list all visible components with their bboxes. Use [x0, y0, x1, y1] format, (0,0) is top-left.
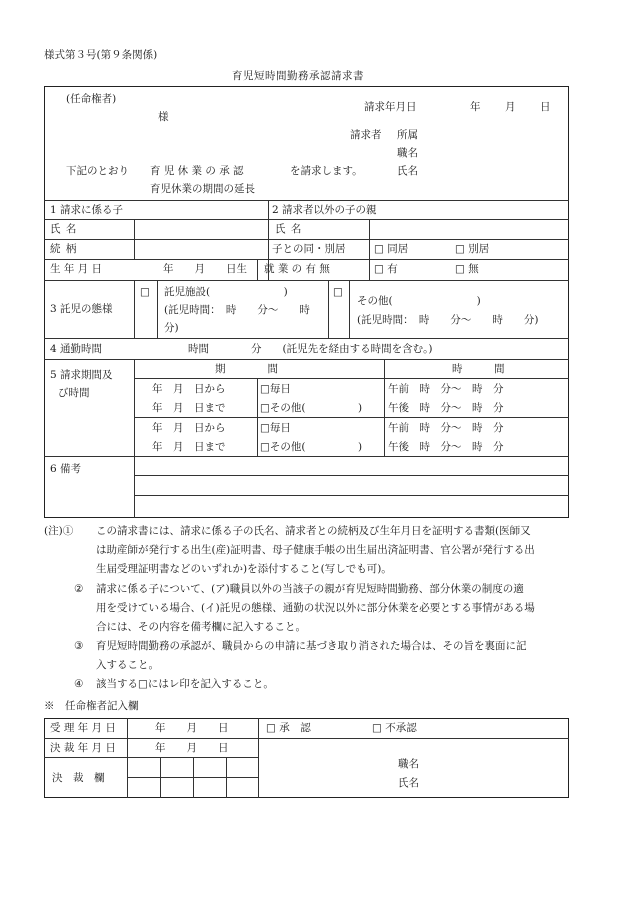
sec1-title: 1 請求に係る子	[50, 204, 124, 216]
row2-date[interactable]: 年 月 日まで	[152, 402, 226, 414]
note4-mark: ④	[74, 678, 84, 690]
reject-checkbox[interactable]: □ 不承認	[372, 722, 417, 734]
row4-opt[interactable]: □その他( )	[260, 441, 363, 453]
sec4-title: 4 通勤時間	[50, 343, 103, 355]
statement-prefix: 下記のとおり	[66, 165, 129, 177]
other-label: その他( )	[357, 295, 481, 307]
note3-mark: ③	[74, 640, 84, 652]
note3-line1: 育児短時間勤務の承認が、職員からの申請に基づき取り消された場合は、その旨を裏面に記	[96, 640, 527, 652]
note1-line1: この請求書には、請求に係る子の氏名、請求者との続柄及び生年月日を証明する書類(医師又	[96, 525, 531, 537]
appointer-section-title: ※ 任命権者記入欄	[44, 700, 139, 712]
received-value[interactable]: 年 月 日	[155, 722, 229, 734]
page-title: 育児短時間勤務承認請求書	[232, 70, 364, 82]
sec5-title-2: び時間	[58, 387, 90, 399]
cohabit-checkbox[interactable]: □ 同居	[374, 243, 409, 255]
row3-opt[interactable]: □毎日	[260, 422, 291, 434]
row1-date[interactable]: 年 月 日から	[152, 383, 226, 395]
time-header: 時 間	[452, 363, 505, 375]
period-header: 期 間	[215, 363, 278, 375]
requester-name-label: 氏名	[397, 165, 418, 177]
facility-time: (託児時間： 時 分〜 時	[164, 304, 310, 316]
decided-label: 決 裁 年 月 日	[50, 742, 116, 754]
note1-line2: は助産師が発行する出生(産)証明書、母子健康手帳の出生届出済証明書、官公署が発行する出	[96, 544, 535, 556]
requester-label: 請求者	[350, 129, 382, 141]
note2-mark: ②	[74, 583, 84, 595]
received-label: 受 理 年 月 日	[50, 722, 116, 734]
parent-name-label: 氏 名	[275, 223, 303, 235]
facility-checkbox[interactable]: □	[140, 286, 150, 298]
commute-value[interactable]: 時間 分 (託児先を経由する時間を含む。)	[188, 343, 433, 355]
sec5-title-1: 5 請求期間及	[50, 369, 113, 381]
row3-date[interactable]: 年 月 日から	[152, 422, 226, 434]
row4-time[interactable]: 午後 時 分〜 時 分	[388, 441, 504, 453]
facility-label: 託児施設( )	[164, 286, 288, 298]
child-birth-value[interactable]: 年 月 日生	[163, 263, 247, 275]
row4-date[interactable]: 年 月 日まで	[152, 441, 226, 453]
approver-position-label: 職名	[398, 758, 419, 770]
note2-line3: 合には、その内容を備考欄に記入すること。	[96, 621, 306, 633]
date-day: 日	[540, 101, 551, 113]
appointer-label: (任命権者)	[66, 93, 117, 105]
note1-line3: 生届受理証明書などのいずれか)を添付すること(写しでも可)。	[96, 563, 392, 575]
row3-time[interactable]: 午前 時 分〜 時 分	[388, 422, 504, 434]
row1-time[interactable]: 午前 時 分〜 時 分	[388, 383, 504, 395]
row2-opt[interactable]: □その他( )	[260, 402, 363, 414]
sama-label: 様	[158, 111, 169, 123]
statement-suffix: を請求します。	[290, 165, 363, 177]
row2-time[interactable]: 午後 時 分〜 時 分	[388, 402, 504, 414]
child-relation-label: 続 柄	[50, 243, 78, 255]
approval-label: 決 裁 欄	[52, 772, 105, 784]
approver-name-label: 氏名	[398, 777, 419, 789]
child-name-label: 氏 名	[50, 223, 78, 235]
note2-line2: 用を受けている場合、(イ)託児の態様、通勤の状況以外に部分休業を必要とする事情がある場	[96, 602, 535, 614]
statement-option-extension: 育児休業の期間の延長	[150, 183, 255, 195]
affiliation-label: 所属	[397, 129, 418, 141]
note4-line1: 該当する□にはレ印を記入すること。	[96, 678, 274, 690]
request-date-label: 請求年月日	[364, 101, 417, 113]
row1-opt[interactable]: □毎日	[260, 383, 291, 395]
separate-checkbox[interactable]: □ 別居	[455, 243, 490, 255]
form-number: 様式第３号(第９条関係)	[44, 49, 158, 61]
employment-label: 就 業 の 有 無	[264, 263, 330, 275]
sec3-title: 3 託児の態様	[50, 303, 113, 315]
employment-yes-checkbox[interactable]: □ 有	[374, 263, 398, 275]
statement-option-leave: 育 児 休 業 の 承 認	[150, 165, 244, 177]
note3-line2: 入すること。	[96, 659, 159, 671]
child-birth-label: 生 年 月 日	[50, 263, 103, 275]
other-time: (託児時間： 時 分〜 時 分)	[357, 314, 539, 326]
decided-value[interactable]: 年 月 日	[155, 742, 229, 754]
date-year: 年	[470, 101, 481, 113]
facility-time-end: 分)	[164, 322, 179, 334]
sec6-title: 6 備考	[50, 463, 82, 475]
date-month: 月	[505, 101, 516, 113]
employment-no-checkbox[interactable]: □ 無	[455, 263, 479, 275]
position-label: 職名	[397, 147, 418, 159]
approve-checkbox[interactable]: □ 承 認	[266, 722, 311, 734]
living-label: 子との同・別居	[272, 243, 346, 255]
note-head: (注)①	[44, 525, 74, 537]
other-checkbox[interactable]: □	[333, 286, 343, 298]
sec2-title: 2 請求者以外の子の親	[272, 204, 377, 216]
note2-line1: 請求に係る子について、(ア)職員以外の当該子の親が育児短時間勤務、部分休業の制度の適	[96, 583, 524, 595]
